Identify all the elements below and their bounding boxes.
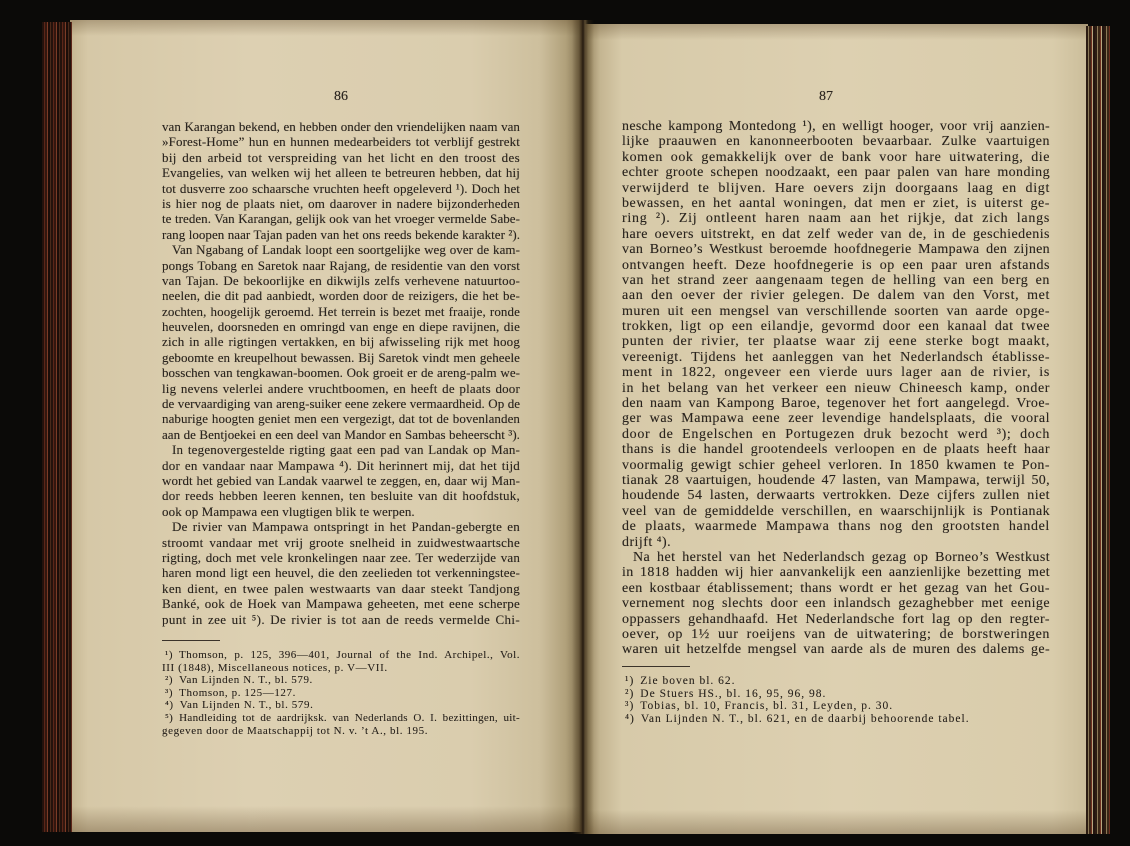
text-line-content: aan de Bentjoekei en een deel van Mandor en Sambas beheerscht ³). (162, 426, 520, 442)
text-line-content: in 1818 hadden wij hier aanvankelijk een aanzienlijke bezetting met (622, 565, 1050, 581)
text-line-content: ook op Mampawa een vlugtigen blik te werpen. (162, 503, 415, 519)
text-line (622, 550, 1050, 565)
text-line (622, 427, 1050, 442)
text-line-content: De rivier van Mampawa ontspringt in het Pandan-gebergte en (172, 519, 520, 535)
text-line-content: in het belang van het verkeer een nieuw Chineesch kamp, onder (622, 380, 1050, 396)
text-line-content: Banké, ook de Hoek van Mampawa geheeten, met eene scherpe (162, 596, 520, 612)
book-spine-edge (42, 22, 72, 832)
text-line (622, 119, 1050, 134)
footnote-line-content (625, 713, 970, 725)
footnote-line (162, 699, 520, 712)
footnote-line-content: III (1848), Miscellaneous notices, p. V—VII. (162, 661, 388, 674)
text-line (622, 181, 1050, 196)
text-line (162, 504, 520, 519)
footnote-line (162, 674, 520, 687)
text-line (622, 411, 1050, 426)
text-line (622, 473, 1050, 488)
text-line-content: »Forest-Home” hun en hunnen medearbeiders tot verblijf gestrekt (162, 134, 520, 150)
text-line-content: Na het herstel van het Nederlandsch gezag op Borneo’s Westkust (633, 549, 1051, 565)
text-line (162, 273, 520, 288)
text-line-content: voormalig gewigt schier geheel verloren. In 1850 kwamen te Pon- (622, 457, 1050, 473)
text-line (162, 165, 520, 180)
text-line-content: rigting, doch met vele kronkelingen naar zee. Ter wederzijde van (162, 549, 520, 565)
footnote (162, 712, 520, 737)
text-line (622, 627, 1050, 642)
text-line-content: lig nevens velerlei andere vruchtboomen, en heeft de plaats door (162, 380, 520, 396)
footnote-marker: ¹) (625, 675, 635, 687)
footnotes (162, 649, 520, 737)
footnote-line-content (165, 712, 520, 724)
text-line (162, 488, 520, 503)
footnote-line (162, 687, 520, 700)
text-line (162, 596, 520, 611)
footnote-line-content (165, 687, 296, 699)
footnote-line (622, 700, 1050, 713)
footnote-line (162, 662, 520, 675)
text-line-content: thans is die handel grootendeels verloopen en de plaats heeft haar (622, 442, 1050, 458)
text-line-content: van Borneo’s Westkust beroemde hoofdnegerie Mampawa den zijnen (622, 242, 1050, 258)
text-line-content: bij den arbeid tot verspreiding van het licht en den troost des (162, 149, 521, 165)
text-line-content: trokken, ligt op een eilandje, gevormd door een kanaal dat twee (622, 319, 1051, 335)
footnote-line-content (165, 699, 313, 711)
text-line (622, 504, 1050, 519)
text-line (162, 411, 520, 426)
paragraph (162, 242, 520, 442)
text-line (162, 550, 520, 565)
text-line-content: oppassers gehandhaafd. Het Nederlandsche fort lag op den regter- (622, 611, 1051, 627)
text-line (162, 119, 520, 134)
text-line-content: verwijderd te blijven. Hare oevers zijn doorgaans laag en digt (622, 180, 1051, 196)
text-line-content: vereenigt. Tijdens het aanleggen van het Nederlandsch établisse- (622, 349, 1050, 365)
footnote-text: Handleiding tot de aardrijksk. van Nederlands O. I. bezittingen, uit- (179, 711, 520, 724)
text-line-content: den naam van Kampong Baroe, tegenover het fort aangelegd. Vroe- (622, 396, 1050, 412)
gutter-fold (572, 20, 594, 834)
text-line (162, 535, 520, 550)
footnote-line (622, 713, 1050, 726)
text-line (162, 227, 520, 242)
footnote (622, 700, 1050, 713)
text-line (622, 288, 1050, 303)
footnote-text: Van Lijnden N. T., bl. 579. (179, 674, 313, 687)
footnote-rule (162, 640, 220, 641)
footnote-line (162, 712, 520, 725)
footnote-text: Van Lijnden N. T., bl. 579. (179, 699, 314, 712)
text-line (622, 165, 1050, 180)
text-line (622, 396, 1050, 411)
text-line (622, 334, 1050, 349)
text-line (162, 612, 520, 627)
text-line-content: bewassen, en het aantal woningen, dat men er ziet, is uiterst ge- (622, 195, 1050, 211)
text-line-content: komen ook gemakkelijk over de bank voor hare uitwatering, die (622, 149, 1051, 165)
footnote-text: Van Lijnden N. T., bl. 621, en de daarbij behoorende tabel. (640, 712, 970, 725)
footnote-line (622, 675, 1050, 688)
text-line-content: zich in alle rigtingen vertakken, en bij afwisseling rijk met hoog (162, 334, 521, 350)
text-line-content: hare oevers uitstrekt, en dat zelf weder van de, in de geschiedenis (622, 226, 1050, 242)
text-line-content: door de Engelschen en Portugezen druk bezocht werd ³); doch (622, 426, 1051, 442)
footnote (622, 675, 1050, 688)
text-line-content: echter groote schepen noodzaakt, een paar palen van hare monding (622, 165, 1050, 181)
footnote-marker: ⁴) (165, 699, 174, 712)
text-line-content: ger was Mampawa eene zeer levendige handelsplaats, die vooral (622, 411, 1051, 427)
text-line (162, 442, 520, 457)
text-line-content: wordt het gebied van Landak vaarwel te zeggen, en, daar wij Man- (162, 472, 520, 488)
text-line-content: pongs Tobang en Saretok naar Rajang, de residentie van den vorst (162, 257, 520, 273)
text-line-content: nesche kampong Montedong ¹), en welligt hooger, voor vrij aanzien- (622, 119, 1051, 134)
text-line (162, 581, 520, 596)
paragraph (162, 442, 520, 519)
text-line-content: muren uit een mengsel van verschillende soorten van aarde opge- (622, 303, 1050, 319)
text-line (622, 488, 1050, 503)
text-line (162, 458, 520, 473)
right-page (582, 24, 1088, 834)
footnote-marker: ³) (165, 686, 174, 699)
body-text (622, 119, 1050, 658)
text-line-content: de plaats, waarmede Mampawa thans nog den grootsten handel (622, 519, 1050, 535)
text-line-content: tianak 28 vaartuigen, houdende 47 lasten, van Mampawa, terwijl 50, (622, 472, 1050, 488)
text-line-content: Van Ngabang of Landak loopt een soortgelijke weg over de kam- (172, 242, 520, 258)
footnote (622, 688, 1050, 701)
footnotes (622, 675, 1050, 725)
text-line (622, 350, 1050, 365)
footnote-text: Tobias, bl. 10, Francis, bl. 31, Leyden, p. 30. (640, 700, 894, 713)
text-line-content: houdende 54 lasten, derwaarts vertrokken. Deze cijfers zullen niet (622, 488, 1051, 504)
text-line (622, 381, 1050, 396)
text-line-content: haren mond ligt een heuvel, die den zeelieden tot verkenningstee- (162, 565, 520, 581)
footnote-text: Thomson, p. 125, 396—401, Journal of the Ind. Archipel., Vol. (179, 649, 520, 661)
text-line (162, 565, 520, 580)
text-line (162, 365, 520, 380)
text-line-content: punt in zee uit ⁵). De rivier is tot aan de reeds vermelde Chi- (162, 611, 521, 627)
text-line-content: oever, op 1½ uur roeijens van de uitwatering; de borstweringen (622, 626, 1051, 642)
text-line (162, 258, 520, 273)
text-line (162, 211, 520, 226)
text-line-content: In tegenovergestelde rigting gaat een pad van Landak op Man- (172, 442, 521, 458)
text-line (622, 134, 1050, 149)
text-line (622, 442, 1050, 457)
text-line (162, 134, 520, 149)
text-line-content: ring ²). Zij ontleent haren naam aan het rijkje, dat zich langs (622, 211, 1051, 227)
text-line (622, 242, 1050, 257)
text-line-content: stroomt vandaar met vrij groote snelheid in zuidwestwaartsche (162, 534, 520, 550)
text-line-content: aan den oever der rivier gelegen. De dalem van den Vorst, met (622, 288, 1051, 304)
footnote-line (162, 649, 520, 662)
footnote-marker: ⁴) (625, 712, 635, 725)
text-line (162, 288, 520, 303)
text-line (162, 319, 520, 334)
text-line (162, 396, 520, 411)
text-line-content: dor en vandaar naar Mampawa ⁴). Dit herinnert mij, dat het tijd (162, 457, 521, 473)
text-line (622, 458, 1050, 473)
text-line (162, 334, 520, 349)
text-line-content: ontvangen heeft. Deze hoofdnegerie is op een paar uren afstands (622, 257, 1051, 273)
text-line-content: vernement nog slechts door een inlandsch gezaghebber met eenige (622, 596, 1051, 612)
footnote (162, 649, 520, 674)
footnote (162, 687, 520, 700)
text-line (622, 535, 1050, 550)
text-line (162, 181, 520, 196)
text-line (622, 227, 1050, 242)
text-line (162, 427, 520, 442)
text-line-content: rang loopen naar Tajan paden van het ons reeds bekende karakter ²). (162, 226, 521, 242)
footnote-line-content (165, 649, 520, 661)
text-line-content: de vervaardiging van areng-suiker eene zekere vermaardheid. Op de (162, 396, 521, 412)
text-line-content: van Karangan bekend, en hebben onder den vriendelijken naam van (162, 119, 520, 134)
footnote-line-content: gegeven door de Maatschappij tot N. v. ’t A., bl. 195. (162, 724, 429, 737)
text-line-content: veel van de gemiddelde verschillen, en waarschijnlijk is Pontianak (622, 503, 1050, 519)
left-page (70, 20, 582, 832)
text-line (162, 242, 520, 257)
footnote-marker: ⁵) (165, 711, 174, 724)
footnote-line-content (165, 674, 313, 686)
text-line-content: lijke praauwen en kanonneerbooten bevaarbaar. Zulke vaartuigen (622, 134, 1051, 150)
text-line-content: neelen, die dit pad aanbiedt, worden door de reizigers, die het be- (162, 288, 520, 304)
footnote-marker: ¹) (165, 649, 173, 661)
footnote (622, 713, 1050, 726)
text-line (622, 565, 1050, 580)
text-line (622, 581, 1050, 596)
text-line-content: drijft ⁴). (622, 534, 672, 550)
footnote-rule (622, 666, 690, 667)
text-line (622, 519, 1050, 534)
text-line (162, 196, 520, 211)
text-line-content: van het strand zeer aangenaam tegen de helling van een berg en (622, 272, 1050, 288)
text-line (622, 304, 1050, 319)
footnote-line-content (625, 688, 826, 700)
footnote-text: Zie boven bl. 62. (640, 675, 736, 687)
text-line-content: tot dusverre zoo schaarsche vruchten heeft opgeleverd ¹). Doch het (162, 180, 520, 196)
footnote-line (162, 725, 520, 738)
text-line (162, 473, 520, 488)
text-line-content: waren uit hetzelfde mengsel van aarde als de muren des dalems ge- (622, 642, 1050, 658)
text-line (622, 258, 1050, 273)
footnote-text: Thomson, p. 125—127. (179, 686, 296, 699)
text-line (162, 381, 520, 396)
text-line-content: dor reeds hebben leeren kennen, ten besluite van dit hoofdstuk, (162, 488, 521, 504)
text-line-content: bosschen van tengkawan-boomen. Ook groeit er de areng-palm we- (162, 365, 521, 381)
text-line (162, 350, 520, 365)
text-line (622, 196, 1050, 211)
text-line-content: te treden. Van Karangan, gelijk ook van het vroeger vermelde Sabe- (162, 211, 520, 227)
footnote-line-content (625, 675, 736, 687)
text-line-content: punten der rivier, ter plaatse waar zij eene sterke bogt maakt, (622, 334, 1051, 350)
text-line (622, 596, 1050, 611)
text-line (162, 304, 520, 319)
text-line-content: een kostbaar établissement; thans wordt er het gezag van het Gou- (622, 580, 1050, 596)
footnote-text: De Stuers HS., bl. 16, 95, 96, 98. (640, 687, 827, 700)
text-line (162, 519, 520, 534)
footnote (162, 699, 520, 712)
text-line-content: geboomte en kreupelhout bewassen. Bij Saretok vindt men geheele (162, 349, 521, 365)
text-line-content: zochten, hoogelijk geroemd. Het terrein is bezet met fraaije, ronde (162, 303, 520, 319)
text-line (622, 365, 1050, 380)
footnote-marker: ²) (625, 687, 635, 700)
footnote-line (622, 688, 1050, 701)
page-number: 86 (334, 89, 348, 104)
text-line-content: ment in 1822, ongeveer een vierde uurs lager aan de rivier, is (622, 365, 1050, 381)
text-line (162, 150, 520, 165)
text-line (622, 319, 1050, 334)
text-line-content: is hier nog de plaats niet, om daarover in nadere bijzonderheden (162, 195, 521, 211)
footnote-marker: ²) (165, 674, 174, 687)
paragraph (162, 119, 520, 242)
text-line-content: van Tajan. De bekoorlijke en dikwijls zelfs verhevene natuurtoo- (162, 272, 520, 288)
page-number: 87 (819, 89, 833, 104)
text-line (622, 273, 1050, 288)
text-line (622, 612, 1050, 627)
text-line (622, 150, 1050, 165)
body-text (162, 119, 520, 627)
text-line (622, 642, 1050, 657)
text-line-content: heuvelen, doorsneden en omringd van enge en diepe ravijnen, die (162, 319, 521, 335)
paragraph (622, 550, 1050, 658)
footnote-marker: ³) (625, 700, 635, 713)
paragraph (622, 119, 1050, 550)
paragraph (162, 519, 520, 627)
footnote (162, 674, 520, 687)
text-line-content: Evangelies, van welken wij het alleen te betreuren hebben, dat hij (162, 165, 520, 181)
text-line (622, 211, 1050, 226)
page-edges (1086, 26, 1110, 834)
text-line-content: ken dient, en twee palen westwaarts van daar steekt Tandjong (162, 580, 521, 596)
text-line-content: naburige hoogten geniet men een vergezigt, dat tot de bovenlanden (162, 411, 520, 427)
footnote-line-content (625, 700, 893, 712)
